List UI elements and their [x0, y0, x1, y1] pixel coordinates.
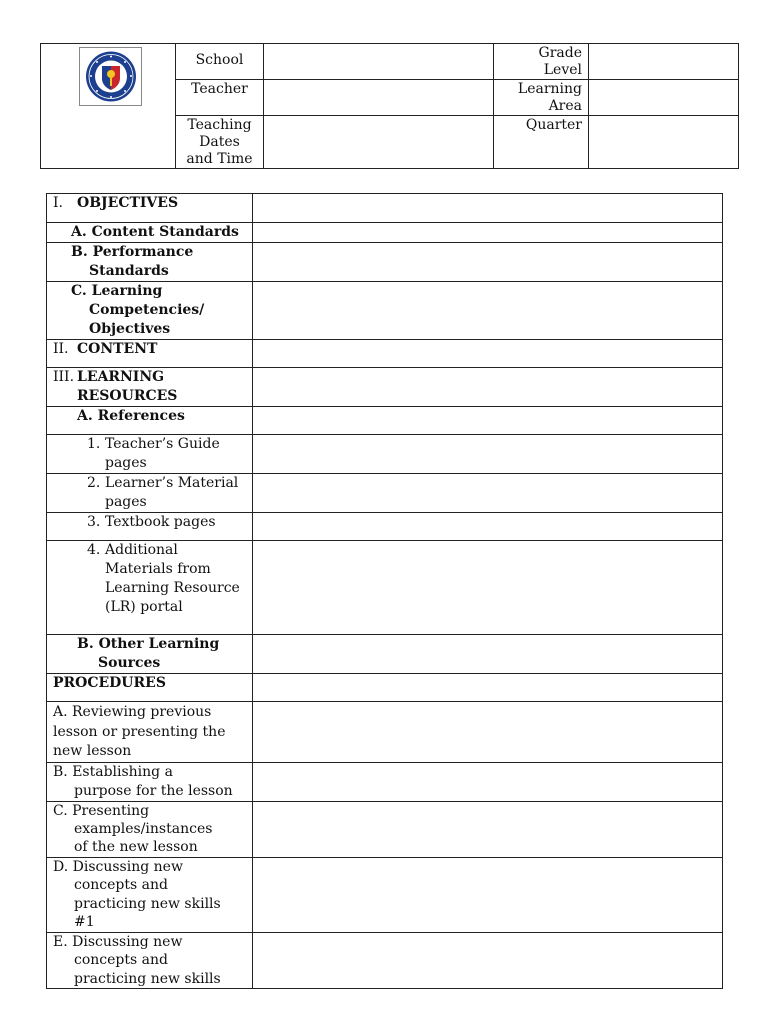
references-label: A. References: [47, 407, 253, 435]
table-row: [47, 435, 723, 474]
procedure-c-field[interactable]: [253, 801, 723, 857]
procedures-field[interactable]: [253, 674, 723, 702]
table-row: [47, 541, 723, 635]
learning-area-label: Learning Area: [494, 80, 589, 116]
procedure-a-field[interactable]: [253, 702, 723, 763]
performance-standards-field[interactable]: [253, 243, 723, 282]
ref-1-field[interactable]: [253, 435, 723, 474]
ref-item-learners-material: 2. Learner’s Material pages: [47, 474, 253, 513]
procedure-e-label: E. Discussing new concepts and practicing new skills: [47, 932, 253, 989]
procedures-label: PROCEDURES: [47, 674, 253, 702]
table-row: [47, 282, 723, 340]
table-row: [47, 635, 723, 674]
content-label: II. CONTENT: [47, 340, 253, 368]
teaching-dates-label: Teaching Dates and Time: [176, 116, 264, 169]
learning-competencies-field[interactable]: [253, 282, 723, 340]
header-table: [40, 43, 739, 169]
procedure-a-label: A. Reviewing previous lesson or presenting the new lesson: [47, 702, 253, 763]
school-field[interactable]: [264, 44, 494, 80]
other-sources-field[interactable]: [253, 635, 723, 674]
other-learning-sources-label: B. Other Learning Sources: [47, 635, 253, 674]
table-row: [47, 194, 723, 223]
learning-resources-field[interactable]: [253, 368, 723, 407]
grade-level-field[interactable]: [589, 44, 739, 80]
table-row: [47, 932, 723, 989]
table-row: [47, 702, 723, 763]
procedure-b-field[interactable]: [253, 762, 723, 801]
teaching-dates-field[interactable]: [264, 116, 494, 169]
objectives-field[interactable]: [253, 194, 723, 223]
ref-4-field[interactable]: [253, 541, 723, 635]
learning-area-field[interactable]: [589, 80, 739, 116]
table-row: [47, 762, 723, 801]
table-row: [47, 243, 723, 282]
table-row: [47, 513, 723, 541]
quarter-label: Quarter: [494, 116, 589, 169]
learning-resources-label: III. LEARNING RESOURCES: [47, 368, 253, 407]
content-standards-field[interactable]: [253, 223, 723, 243]
deped-seal-logo: [79, 47, 142, 106]
teacher-field[interactable]: [264, 80, 494, 116]
lesson-plan-table: [46, 193, 723, 989]
grade-level-label: Grade Level: [494, 44, 589, 80]
procedure-e-field[interactable]: [253, 932, 723, 989]
deped-seal-icon: [83, 50, 139, 103]
ref-item-additional-materials: 4. Additional Materials from Learning Resource (LR) portal: [47, 541, 253, 635]
ref-item-textbook: 3. Textbook pages: [47, 513, 253, 541]
procedure-d-label: D. Discussing new concepts and practicing new skills #1: [47, 857, 253, 932]
quarter-field[interactable]: [589, 116, 739, 169]
logo-cell: [41, 44, 176, 169]
ref-item-teachers-guide: 1. Teacher’s Guide pages: [47, 435, 253, 474]
performance-standards-label: B. Performance Standards: [47, 243, 253, 282]
content-field[interactable]: [253, 340, 723, 368]
table-row: [47, 407, 723, 435]
content-standards-label: A. Content Standards: [47, 223, 253, 243]
procedure-b-label: B. Establishing a purpose for the lesson: [47, 762, 253, 801]
references-field[interactable]: [253, 407, 723, 435]
procedure-c-label: C. Presenting examples/instances of the new lesson: [47, 801, 253, 857]
teacher-label: Teacher: [176, 80, 264, 116]
table-row: [47, 674, 723, 702]
table-row: [47, 368, 723, 407]
ref-2-field[interactable]: [253, 474, 723, 513]
learning-competencies-label: C. Learning Competencies/ Objectives: [47, 282, 253, 340]
table-row: [47, 340, 723, 368]
procedure-d-field[interactable]: [253, 857, 723, 932]
table-row: [47, 474, 723, 513]
table-row: [47, 223, 723, 243]
ref-3-field[interactable]: [253, 513, 723, 541]
table-row: [47, 857, 723, 932]
school-label: School: [176, 44, 264, 80]
objectives-label: I. OBJECTIVES: [47, 194, 253, 223]
table-row: [47, 801, 723, 857]
